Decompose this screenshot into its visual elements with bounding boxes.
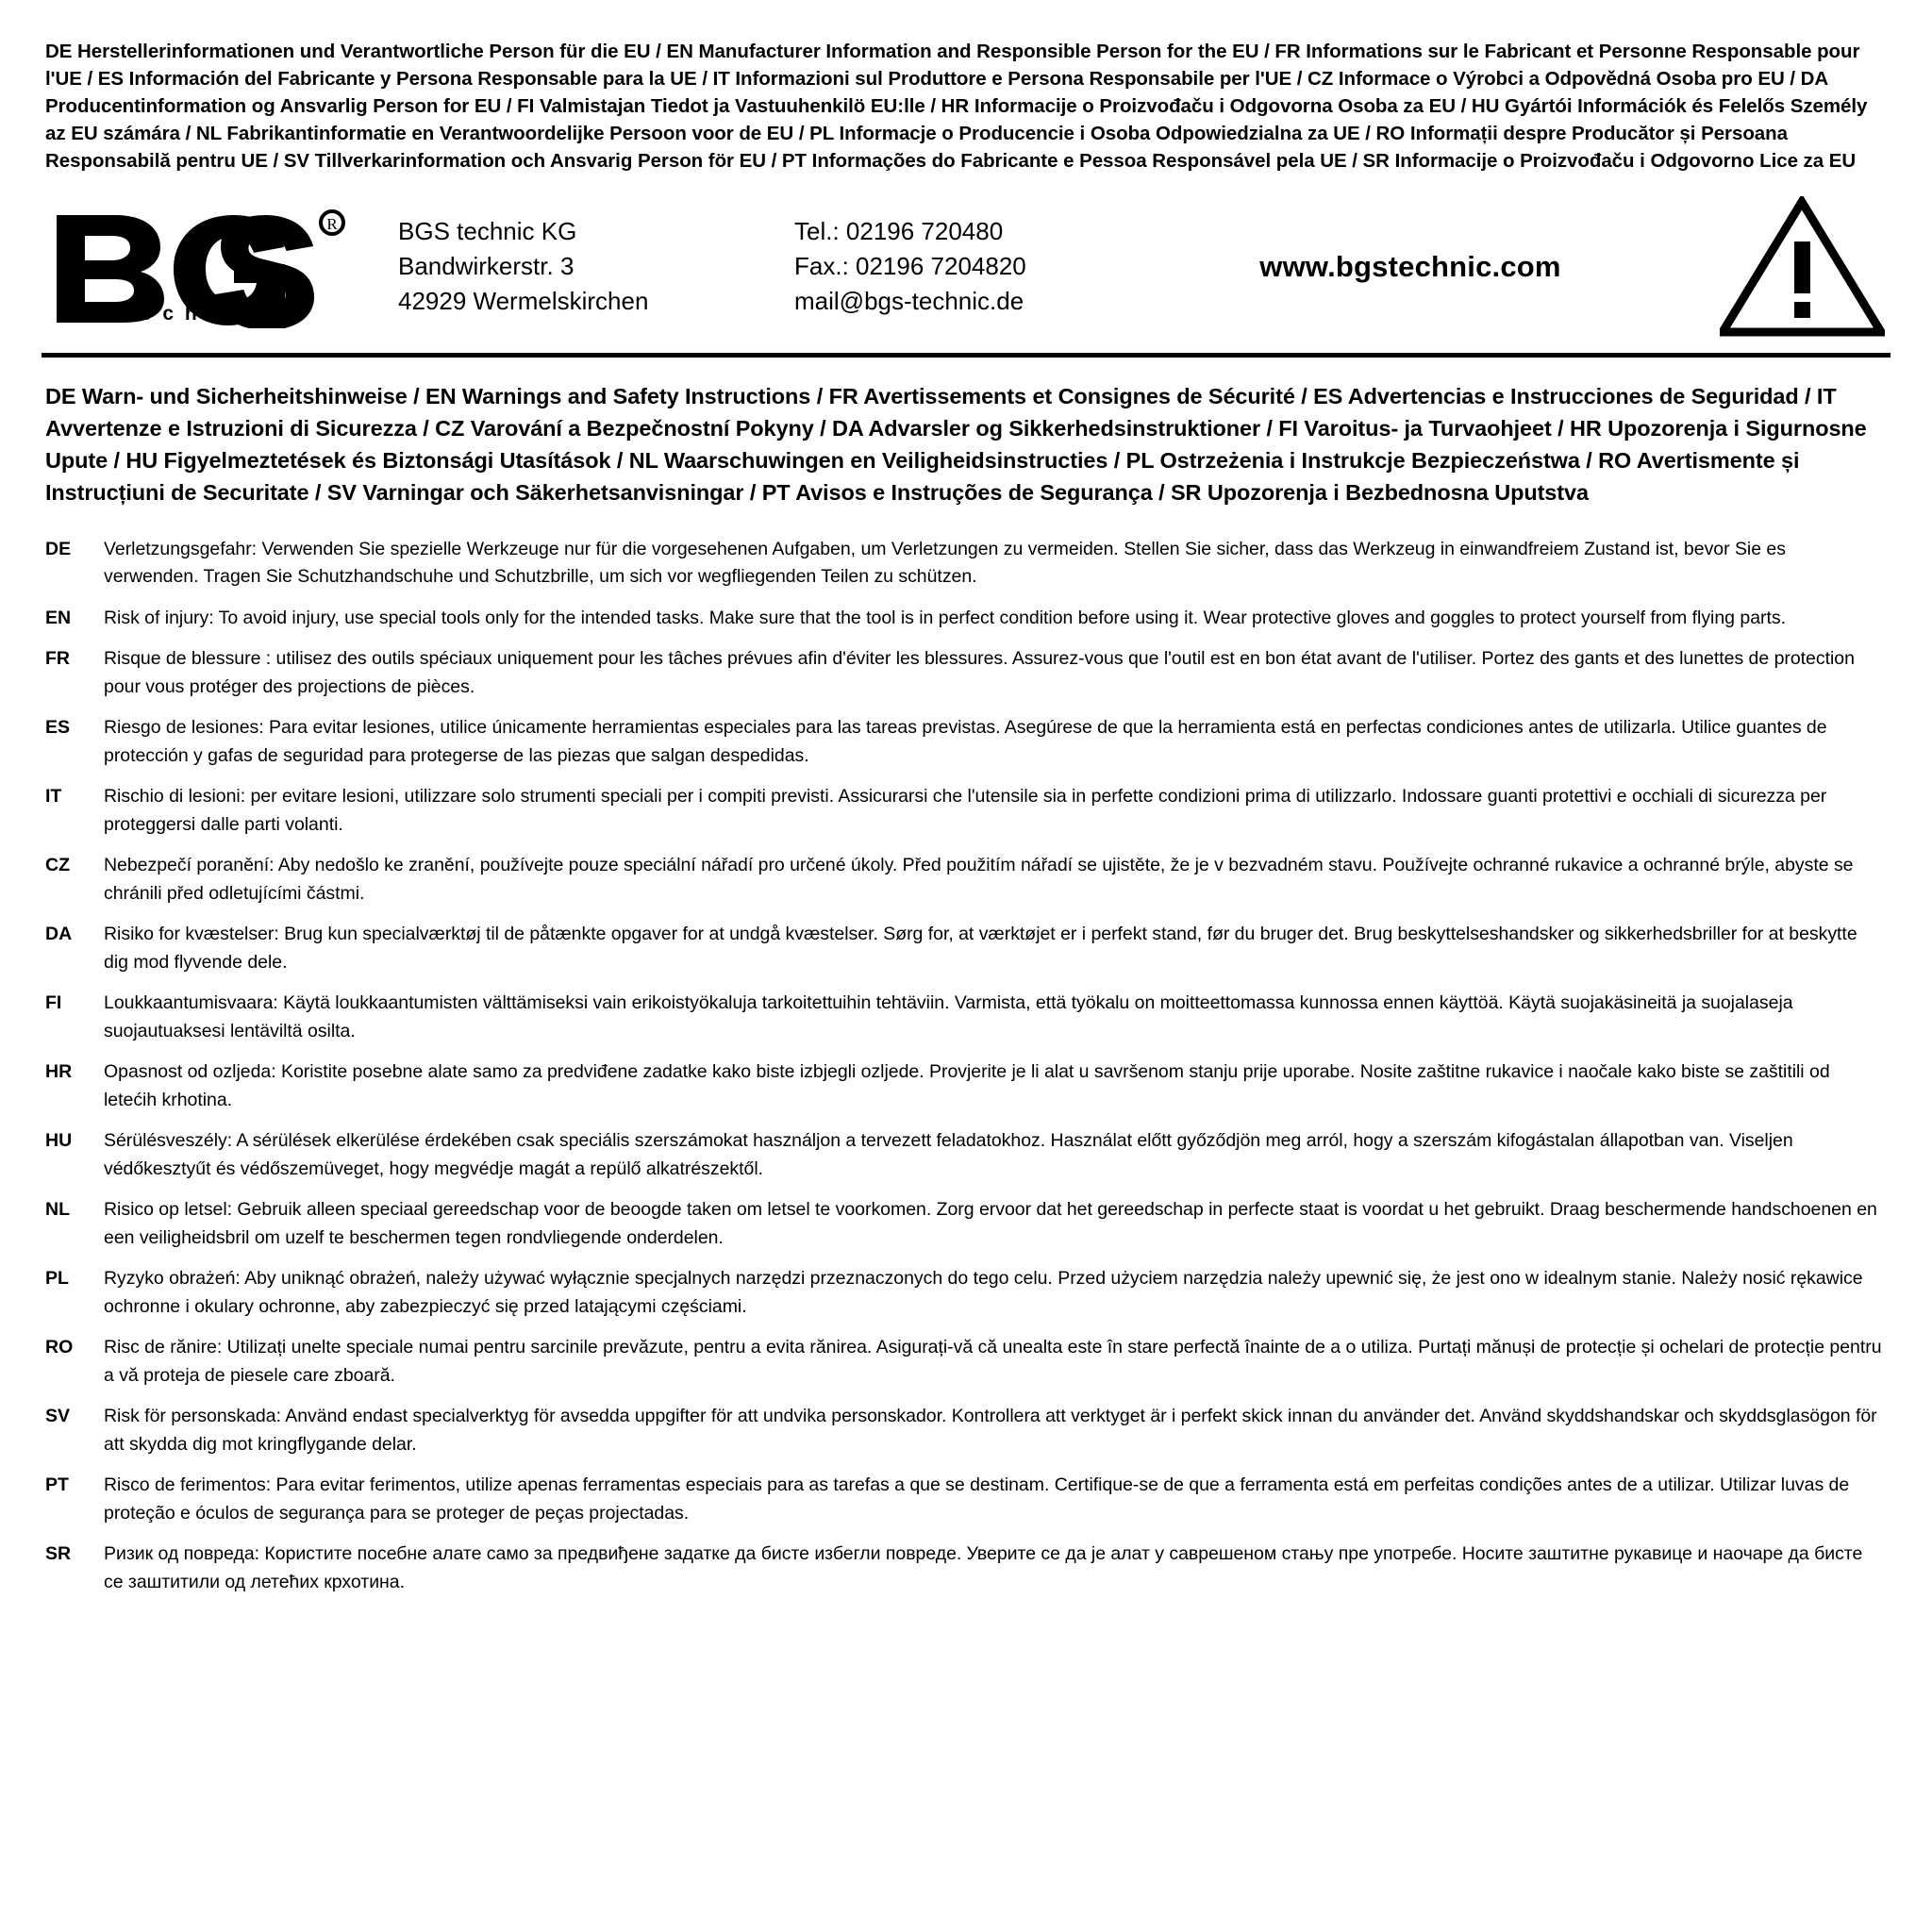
language-text: Rischio di lesioni: per evitare lesioni, utilizzare solo strumenti speciali per i compiti previsti. Assicurarsi che l'utensile sia in perfette condizioni prima di utilizzarlo. Indossare guanti protettivi e occhiali di sicurezza per proteggersi dalle parti volanti.	[104, 786, 1827, 835]
list-item	[45, 852, 1885, 908]
language-code: SV	[45, 1406, 71, 1427]
language-code: PT	[45, 1474, 69, 1496]
language-text: Risc de rănire: Utilizați unelte speciale numai pentru sarcinile prevăzute, pentru a evita rănirea. Asigurați-vă că unealta este în stare perfectă înainte de a o utiliza. Purtați mănuși de protecție și ochelari de protecție pentru a vă proteja de piesele care zboară.	[104, 1337, 1882, 1386]
list-item	[45, 783, 1885, 839]
language-code: PL	[45, 1268, 69, 1290]
company-email: mail@bgs-technic.de	[794, 287, 1024, 315]
language-code: DA	[45, 924, 73, 945]
language-code: HU	[45, 1130, 73, 1152]
company-website: www.bgstechnic.com	[1259, 249, 1561, 283]
language-text: Riesgo de lesiones: Para evitar lesiones, utilice únicamente herramientas especiales para las tareas previstas. Asegúrese de que la herramienta está en perfectas condiciones antes de utilizarla. Utilice guantes de protección y gafas de seguridad para protegerse de las piezas que salgan despedidas.	[104, 717, 1827, 766]
list-item	[45, 1058, 1885, 1114]
language-text: Sérülésveszély: A sérülések elkerülése érdekében csak speciális szerszámokat használjon a tervezett feladatokhoz. Használat előtt győződjön meg arról, hogy a szerszám kifogástalan állapotban van. Viseljen védőkesztyűt és védőszemüveget, hogy megvédje magát a repülő alkatrészektől.	[104, 1130, 1793, 1179]
bgs-logo	[42, 206, 389, 328]
warning-triangle-svg	[1720, 196, 1885, 338]
list-item	[45, 921, 1885, 976]
language-text: Risico op letsel: Gebruik alleen speciaal gereedschap voor de beoogde taken om letsel te voorkomen. Zorg ervoor dat het gereedschap in perfecte staat is voordat u het gebruikt. Draag beschermende handschoenen en een veiligheidsbril om uzelf te beschermen tegen rondvliegende onderdelen.	[104, 1199, 1877, 1248]
list-item	[45, 1196, 1885, 1252]
language-text: Nebezpečí poranění: Aby nedošlo ke zranění, používejte pouze speciální nářadí pro určené úkoly. Před použitím nářadí se ujistěte, že je v bezvadném stavu. Používejte ochranné rukavice a ochranné brýle, abyste se chránili před odletujícími částmi.	[104, 855, 1854, 904]
list-item	[45, 1265, 1885, 1321]
language-code: DE	[45, 538, 72, 559]
language-text: Opasnost od ozljeda: Koristite posebne alate samo za predviđene zadatke kako biste izbjegli ozljede. Provjerite je li alat u savršenom stanju prije uporabe. Nosite zaštitne rukavice i naočale kako biste se zaštitili od letećih krhotina.	[104, 1061, 1830, 1110]
company-name: BGS technic KG	[398, 217, 577, 246]
company-address	[389, 214, 794, 319]
language-code: NL	[45, 1199, 70, 1221]
language-text: Ryzyko obrażeń: Aby uniknąć obrażeń, należy używać wyłącznie specjalnych narzędzi przeznaczonych do tego celu. Przed użyciem narzędzia należy upewnić się, że jest ono w idealnym stanie. Należy nosić rękawice ochronne i okulary ochronne, aby zabezpieczyć się przed latającymi częściami.	[104, 1268, 1863, 1317]
language-code: SR	[45, 1543, 72, 1565]
company-info-block	[42, 196, 1890, 358]
list-item	[45, 1541, 1885, 1596]
list-item	[45, 645, 1885, 701]
bgs-logo-icon	[49, 206, 370, 328]
language-text: Ризик од повреда: Користите посебне алате само за предвиђене задатке да бисте избегли повреде. Уверите се да је алат у саврешеном стању пре употребе. Носите заштитне рукавице и наочаре да бисте се заштитили од летећих крхотина.	[104, 1543, 1863, 1592]
language-code: ES	[45, 717, 71, 739]
language-code: IT	[45, 786, 62, 808]
language-code: RO	[45, 1337, 74, 1358]
svg-text:R: R	[326, 214, 338, 233]
list-item	[45, 1403, 1885, 1458]
language-text: Risk of injury: To avoid injury, use special tools only for the intended tasks. Make sure that the tool is in perfect condition before using it. Wear protective gloves and goggles to protect yourself from flying parts.	[104, 607, 1786, 628]
list-item	[45, 536, 1885, 591]
warning-triangle-icon	[1715, 196, 1890, 338]
language-text: Risiko for kvæstelser: Brug kun specialværktøj til de påtænkte opgaver for at undgå kvæstelser. Sørg for, at værktøjet er i perfekt stand, før du bruger det. Brug beskyttelseshandsker og sikkerhedsbriller for at beskytte dig mod flyvende dele.	[104, 924, 1857, 973]
company-city: 42929 Wermelskirchen	[398, 287, 649, 315]
language-text: Verletzungsgefahr: Verwenden Sie spezielle Werkzeuge nur für die vorgesehenen Aufgaben, um Verletzungen zu vermeiden. Stellen Sie sicher, dass das Werkzeug in einwandfreiem Zustand ist, bevor Sie es verwenden. Tragen Sie Schutzhandschuhe und Schutzbrille, um sich vor wegfliegenden Teilen zu schützen.	[104, 538, 1786, 587]
safety-instructions-list	[42, 536, 1890, 1596]
list-item	[45, 1127, 1885, 1183]
language-text: Risk för personskada: Använd endast specialverktyg för avsedda uppgifter för att undvika personskador. Kontrollera att verktyget är i perfekt skick innan du använder det. Använd skyddshandskar och skyddsglasögon för att skydda dig mot kringflygande delar.	[104, 1406, 1877, 1455]
svg-text:t e c h n i c: t e c h n i c	[123, 302, 262, 325]
language-code: CZ	[45, 855, 70, 876]
list-item	[45, 1334, 1885, 1390]
list-item	[45, 605, 1885, 632]
language-text: Loukkaantumisvaara: Käytä loukkaantumisten välttämiseksi vain erikoistyökaluja tarkoitettuihin tehtäviin. Varmista, että työkalu on moitteettomassa kunnossa ennen käyttöä. Käytä suojakäsineitä ja suojalaseja suojautuaksesi lentäviltä osilta.	[104, 992, 1793, 1041]
manufacturer-info-heading: DE Herstellerinformationen und Verantwortliche Person für die EU / EN Manufacturer Information and Responsible Person for the EU / FR Informations sur le Fabricant et Personne Responsable pour l'UE / ES Información del Fabricante y Persona Responsable para la UE / IT Informazioni sul Produttore e Persona Responsabile per l'UE / CZ Informace o Výrobci a Odpovědná Osoba pro EU / DA Producentinformation og Ansvarlig Person for EU / FI Valmistajan Tiedot ja Vastuuhenkilö EU:lle / HR Informacije o Proizvođaču i Odgovorna Osoba za EU / HU Gyártói Információk és Felelős Személy az EU számára / NL Fabrikantinformatie en Verantwoordelijke Persoon voor de EU / PL Informacje o Producencie i Osoba Odpowiedzialna za UE / RO Informații despre Producător și Persoana Responsabilă pentru UE / SV Tillverkarinformation och Ansvarig Person för EU / PT Informações do Fabricante e Pessoa Responsável pela UE / SR Informacije o Proizvođaču i Odgovorno Lice za EU	[45, 41, 1868, 173]
language-code: FI	[45, 992, 62, 1014]
list-item	[45, 990, 1885, 1045]
list-item	[45, 1472, 1885, 1527]
company-tel: Tel.: 02196 720480	[794, 217, 1004, 246]
language-text: Risque de blessure : utilisez des outils spéciaux uniquement pour les tâches prévues afin d'éviter les blessures. Assurez-vous que l'outil est en bon état avant de l'utiliser. Portez des gants et des lunettes de protection pour vous protéger des projections de pièces.	[104, 648, 1855, 697]
company-street: Bandwirkerstr. 3	[398, 252, 575, 281]
language-code: HR	[45, 1061, 73, 1083]
company-fax: Fax.: 02196 7204820	[794, 252, 1026, 281]
language-text: Risco de ferimentos: Para evitar ferimentos, utilize apenas ferramentas especiais para as tarefas a que se destinam. Certifique-se de que a ferramenta está em perfeitas condições antes de a utilizar. Utilizar luvas de proteção e óculos de segurança para se proteger de peças projectadas.	[104, 1474, 1850, 1524]
safety-instructions-heading: DE Warn- und Sicherheitshinweise / EN Warnings and Safety Instructions / FR Avertissements et Consignes de Sécurité / ES Advertencias e Instrucciones de Seguridad / IT Avvertenze e Istruzioni di Sicurezza / CZ Varování a Bezpečnostní Pokyny / DA Advarsler og Sikkerhedsinstruktioner / FI Varoitus- ja Turvaohjeet / HR Upozorenja i Sigurnosne Upute / HU Figyelmeztetések és Biztonsági Utasítások / NL Waarschuwingen en Veiligheidsinstructies / PL Ostrzeżenia i Instrukcje Bezpieczeństwa / RO Avertismente și Instrucțiuni de Securitate / SV Varningar och Säkerhetsanvisningar / PT Avisos e Instruções de Segurança / SR Upozorenja i Bezbednosna Uputstva	[45, 383, 1867, 506]
company-contact	[794, 214, 1106, 319]
language-code: EN	[45, 607, 72, 628]
list-item	[45, 714, 1885, 770]
language-code: FR	[45, 648, 70, 670]
